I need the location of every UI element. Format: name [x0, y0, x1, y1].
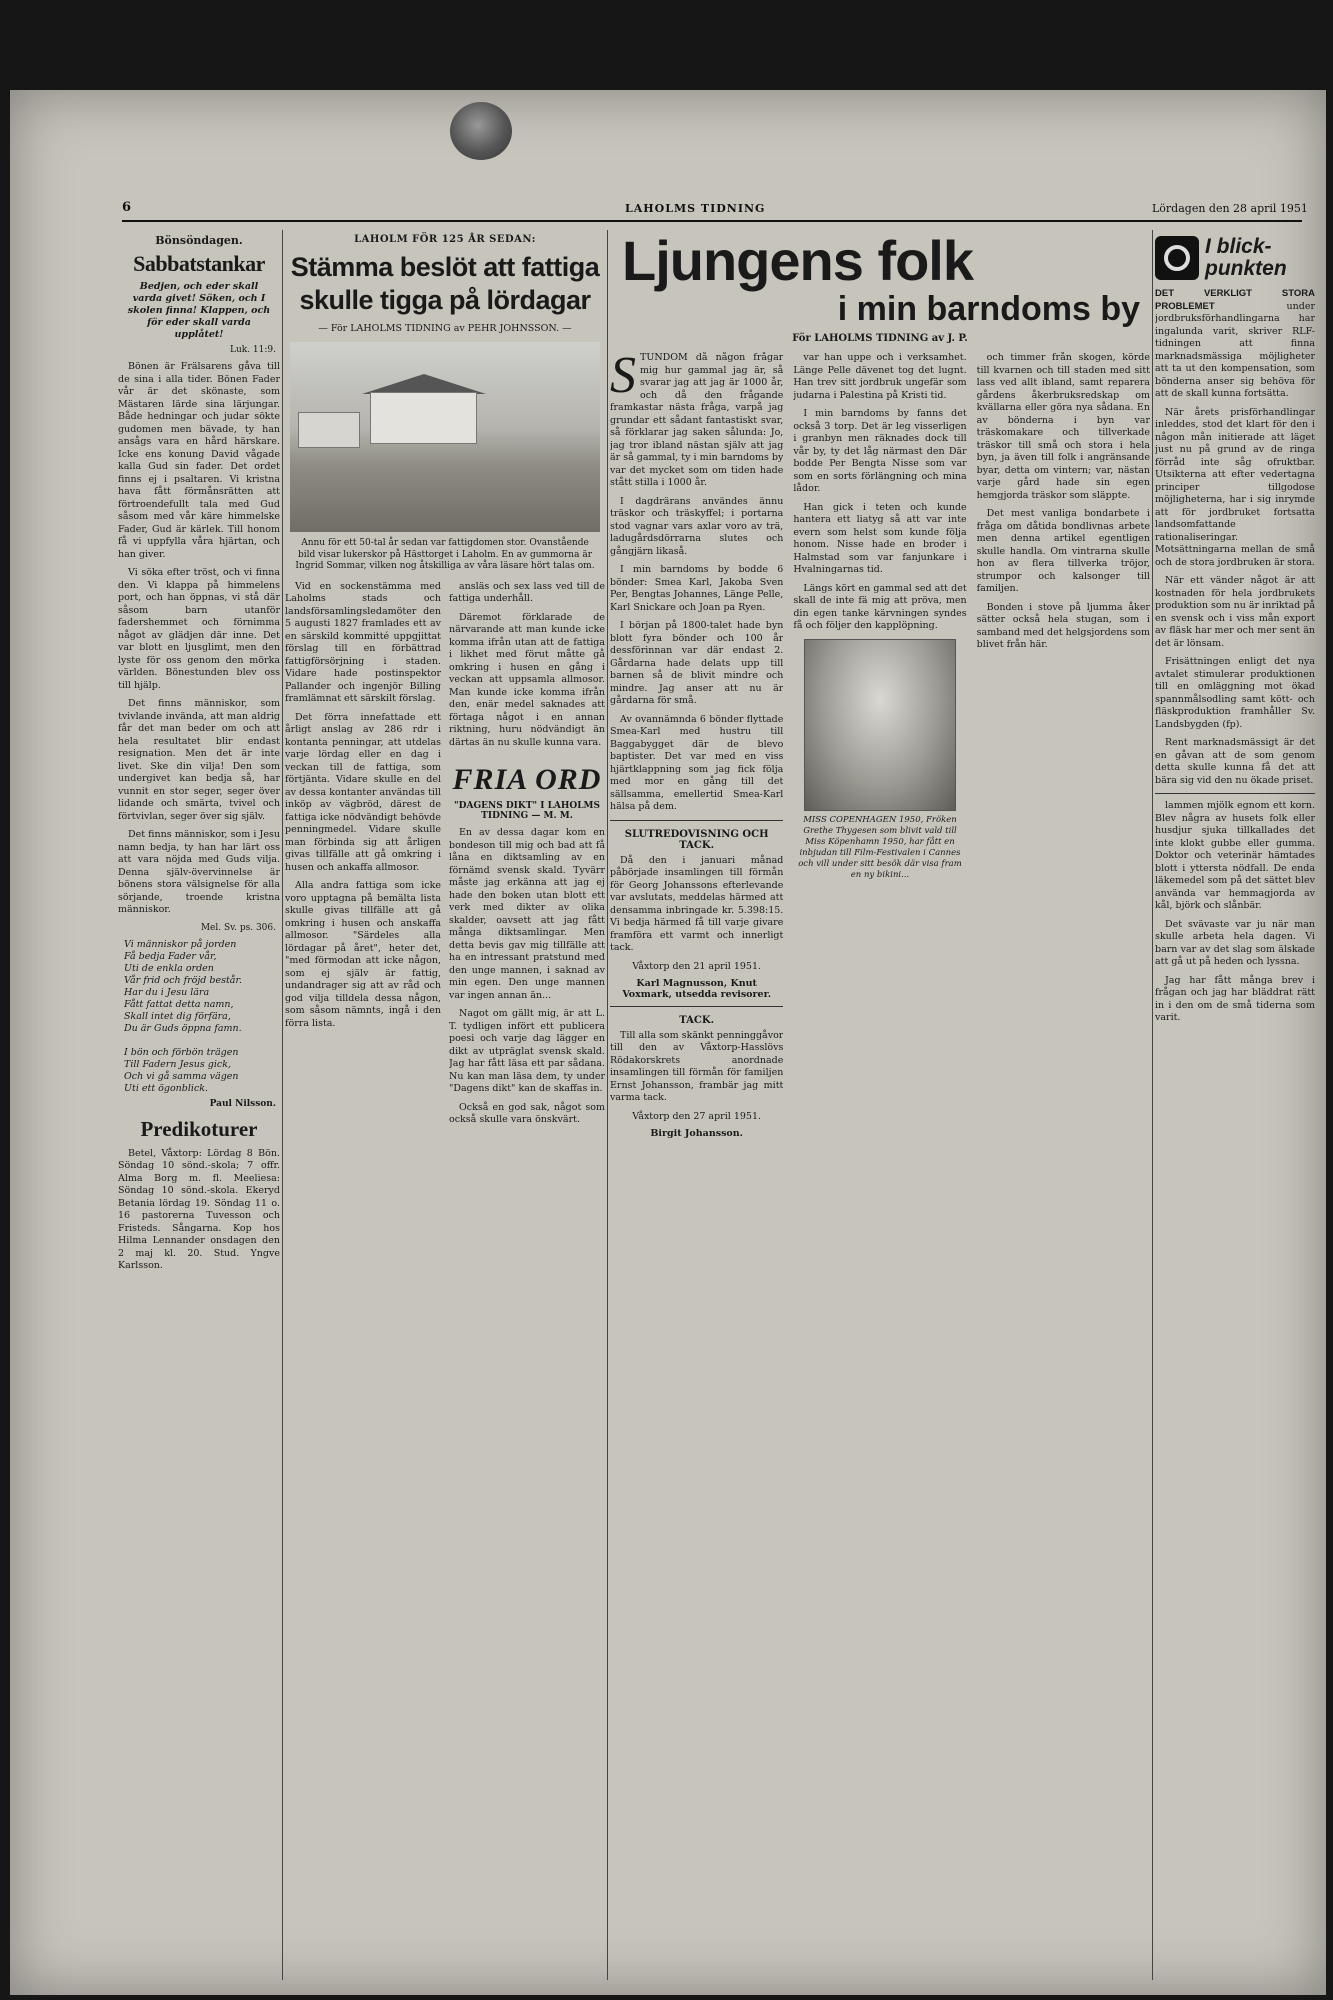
- paragraph: Däremot förklarade de närvarande att man kunde icke komma ifrån utan att de fattiga i likhet med förut måtte gå omkring i husen en gång i veckan att uppsamla allmosor. Man kunde icke komma ifrån den, enär medel saknades att förtaga något i en annan riktning, huru nödvändigt än därtas än nu skulle kunna vara.: [449, 611, 605, 748]
- paragraph: Då den i januari månad påbörjade insamlingen till förmån för Georg Johanssons efterlevande var avslutats, meddelas härmed att densamma inbringade kr. 5.398:15. Vi bedja härmed få till varje givare framföra ett varmt och innerligt tack.: [610, 854, 784, 953]
- paragraph: lammen mjölk egnom ett korn. Blev några av husets folk eller husdjur sjuka tillkallades det inte klokt gubbe eller gumma. Doktor och veterinär hämtades blott i yttersta nödfall. De enda läkemedel som på det sättet blev använda var hemmagjorda av kål, björk och slånbär.: [1155, 800, 1315, 911]
- notice-date: Våxtorp den 21 april 1951.: [632, 960, 762, 972]
- paragraph: Bönen är Frälsarens gåva till de sina i alla tider. Bönen Fader vår är det skönaste, som Mästaren lärde sina lärjungar. Både hedningar och judar sökte gudomen men bävade, ty han ansågs vara en hård härskare. Icke ens konung David vågade kalla Gud sin fader. Det ordet finns ej i psaltaren. Vi kristna hava fått förmånsrätten att förtroendefullt tala med Gud såsom med vår käre himmelske Fader, Gud är kärlek. Till honom få vi uppfylla våra hjärtan, och han giver.: [118, 361, 280, 560]
- byline: — För LAHOLMS TIDNING av PEHR JOHNSSON. —: [318, 323, 572, 334]
- column-laholm-history: [285, 230, 605, 1980]
- paragraph: Betel, Våxtorp: Lördag 8 Bön. Söndag 10 sönd.-skola; 7 offr. Alma Borg m. fl. Meeliesa: Söndag 10 sönd.-skola. Ekeryd Betania lördag 19. Söndag 11 o. 16 pastorerna Tuvesson och Fristeds. Sångarna. Kop hos Hilma Lennander onsdagen den 2 maj kl. 20. Stud. Yngve Karlsson.: [118, 1147, 280, 1271]
- paragraph: Det mest vanliga bondarbete i fråga om dåtida bondlivnas arbete men denna artikel egentligen skulle handla. Om vintrarna skulle hon av flera tillverka tröjor, strumpor och kalsonger till familjen.: [976, 508, 1150, 594]
- issue-date: Lördagen den 28 april 1951: [1152, 202, 1308, 215]
- paragraph: Jag har fått många brev i frågan och jag har bläddrat rätt in i den om de små tiderna som varit.: [1155, 974, 1315, 1023]
- paragraph: Vi söka efter tröst, och vi finna den. Vi klappa på himmelens port, och han öppnas, vi stå där såsom barn utanför fadershemmet och förnimma något av glädjen där inne. Det var blott en ljusglimt, men den lyste för oss genom den mörka världen. Bönestunden blev oss till hjälp.: [118, 567, 280, 691]
- paragraph: Det svävaste var ju när man skulle arbeta hela dagen. Vi barn var av det slag som älskade att gå ut på heden och lyssna.: [1155, 918, 1315, 967]
- poem-author: Paul Nilsson.: [209, 1098, 276, 1109]
- poem: Vi människor på jorden Få bedja Fader vår, Uti de enkla orden Vår frid och fröjd består. Har du i Jesu lära Fått fattat detta namn, Skall intet dig förfära, Du är Guds öppna famn. I bön och förbön trägen Till Fadern Jesus gick, Och vi gå samma vägen Uti ett ögonblick.: [124, 938, 242, 1094]
- paragraph: Av ovannämnda 6 bönder flyttade Smea-Karl med hustru till Baggabygget där de blevo baptister. Det var med en viss hjärtklappning som jag fick följa med mor en gång till det sällsamma, emellertid Smea-Karl hälsa på dem.: [610, 713, 784, 812]
- drop-cap: S: [610, 352, 636, 404]
- section-title: FRIA ORD: [452, 763, 602, 796]
- notice-signature: Karl Magnusson, Knut Voxmark, utsedda revisorer.: [622, 977, 772, 1000]
- paragraph: Vid en sockenstämma med Laholms stads och landsförsamlingsledamöter den 5 augusti 1827 framlades ett av en särskild kommitté uppgjittat förslag till en förbättrad fattigförsörjning i staden. Vidare hade postinspektor Pallander och ingenjör Billing framlämnat ett särskilt förslag.: [285, 580, 441, 704]
- paragraph: I början på 1800-talet hade byn blott fyra bönder och 100 år dessförinnan var där endast 2. Gårdarna hade delats upp till barnen så de blivit mindre och mindre. Jag anser att nu är gårdarna för små.: [610, 620, 784, 706]
- header-rule: [122, 220, 1302, 222]
- paragraph: I min barndoms by bodde 6 bönder: Smea Karl, Jakoba Sven Per, Bengtas Johannes, Länge Pelle, Karl Snickare och Joan pa Ryen.: [610, 564, 784, 613]
- paragraph: Nagot om gällt mig, är att L. T. tydligen infört ett publicera poesi och varje dag lägger en dikt av utpräglat svensk skald. Jag har fått läsa ett par sådana. Nu kan man läsa dem, ty under "Dagens dikt" kan de skaffas in.: [449, 1008, 605, 1094]
- notice-date: Våxtorp den 27 april 1951.: [632, 1110, 762, 1122]
- paragraph: Också en god sak, något som också skulle vara önskvärt.: [449, 1101, 605, 1125]
- paragraph: Rent marknadsmässigt är det en gåvan att de som genom detta skulle kunna få det att bära sig vid den nu ökade priset.: [1155, 737, 1315, 786]
- headline-line: Stämma beslöt att fattiga: [290, 252, 600, 282]
- section-title: Predikoturer: [140, 1116, 258, 1141]
- paragraph: En av dessa dagar kom en bondeson till mig och bad att få låna en diktsamling av en förnämd svensk skald. Tyvärr måste jag erkänna att jag ej hade den boken utan blott ett verk med dikter av olika skalder, oavsett att jag fått många diktsamlingar. Men detta bevis gav mig tillfälle att ha en intressant pratstund med den unge mannen, i saknad av min egen. Den unge mannen var ingen annan än...: [449, 827, 605, 1001]
- page-number: 6: [122, 200, 132, 215]
- newspaper-page: [10, 90, 1326, 1995]
- paragraph: ansläs och sex lass ved till de fattiga underhåll.: [449, 580, 605, 604]
- section-kicker: LAHOLM FÖR 125 ÅR SEDAN:: [354, 234, 536, 245]
- bible-verse: Bedjen, och eder skall varda givet! Söken, och I skolen finna! Klappen, och för eder skall varda upplåtet!: [127, 281, 271, 340]
- column-ljungens-folk: [610, 230, 1150, 1980]
- poem-reference: Mel. Sv. ps. 306.: [200, 922, 276, 933]
- paragraph: TUNDOM då någon frågar mig hur gammal jag är, så svarar jag att jag är 1000 år, och då den frågande framkastar nästa fråga, varpå jag grundar ett sådant fantastiskt svar, så förklarar jag saken sålunda: Jo, jag tror ibland nästan själv att jag är så gammal, ty i min barndoms by var det mycket som om tiden hade stått stilla i 1000 år.: [610, 352, 784, 488]
- photo-caption: MISS COPENHAGEN 1950, Fröken Grethe Thygesen som blivit vald till Miss Köpenhamn 1950, har fått en inbjudan till Film-Festivalen i Cannes och vill under sitt besök där visa fram en ny bikini...: [798, 814, 962, 880]
- column-i-blickpunkten: [1155, 230, 1315, 1980]
- photo-farm-scene: [290, 342, 600, 532]
- camera-lens-icon: [1155, 236, 1199, 280]
- paragraph: Frisättningen enligt det nya avtalet stimulerar produktionen till en omläggning mot ökad spannmålsodling samt kött- och fläskproduktion framhåller Sv. Landsbygden (fp).: [1155, 656, 1315, 730]
- paragraph: Det finns människor, som tvivlande invända, att man aldrig får det man beder om och att hela resultatet blir endast resignation. Men det är inte livet. Ske din vilja! Den som undergivet kan bedja så, har vunnit en stor seger, seger över lidande och smärta, tvivel och förtvivlan, seger över sig själv.: [118, 698, 280, 822]
- photo-caption: Annu för ett 50-tal år sedan var fattigdomen stor. Ovanstående bild visar lukerskor på Hästtorget i Laholm. En av gummorna är Ingrid Sommar, vilken nog åtskilliga av våra läsare hört talas om.: [295, 538, 595, 571]
- divider: [610, 1006, 783, 1007]
- article-title: Sabbatstankar: [133, 251, 265, 276]
- column-divider: [607, 230, 608, 1980]
- article-body: [285, 581, 605, 1133]
- headline-line: i min barndoms by: [837, 290, 1140, 328]
- column-divider: [1152, 230, 1153, 1980]
- paragraph: Till alla som skänkt penninggåvor till den av Våxtorp-Hasslövs Rödakorskrets anordnade insamlingen till förmån för familjen Ernst Johansson, frambär jag mitt varma tack.: [610, 1029, 784, 1103]
- paper-name: LAHOLMS TIDNING: [625, 202, 766, 215]
- lead-text: under jordbruksförhandlingarna har ingalunda varit, skriver RLF-tidningen att finna marknadsmässiga möjligheter att ta ut den kompensation, som bönderna anser sig behöva för att de skall kunna fortsätta.: [1155, 300, 1315, 399]
- newspaper-emblem-icon: [450, 102, 512, 160]
- paragraph: Längs kört en gammal sed att det skall de inte fä mig att pröva, men din egen tanke kärvningen syndes få och följer den kapplöpning.: [793, 582, 967, 631]
- paragraph: och timmer från skogen, körde till kvarnen och till staden med sitt lass ved allt ibland, samt reparera gårdens åkerbruksredskap om kvällarna eller göra nya sådana. En av bönderna i byn var träskomakare och tillverkade träskor till små och stora i hela byn, ja även till folk i angränsande byar, detta om vintern; var, nästan varje gård hade sin egen hemgjorda träskor som släppte.: [976, 352, 1150, 501]
- headline-line: skulle tigga på lördagar: [299, 285, 591, 315]
- lead-paragraph: [1155, 288, 1315, 401]
- verse-reference: Luk. 11:9.: [229, 345, 276, 355]
- column-divider: [282, 230, 283, 1980]
- paragraph: var han uppe och i verksamhet. Länge Pelle dävenet tog det lugnt. Han trev sitt jordbruk ungefär som judarna i Palestina på Kristi tid.: [793, 352, 967, 401]
- lead-title: DET VERKLIGT STORA PROBLEMET: [1155, 288, 1315, 312]
- masthead: [10, 90, 1326, 225]
- notice-signature: Birgit Johansson.: [650, 1127, 743, 1139]
- paragraph: Det förra innefattade ett årligt anslag av 286 rdr i kontanta penningar, att utdelas varje lördag eller en dag i veckan till de fattiga, som förtjänta. Vidare skulle en del av dessa kontanter användas till inköp av vägbröd, därest de fattiga icke nödvändigt behövde penningmedel. Vidare skulle man förbinda sig att årligen givas tillfälle att gå omkring i husen och ankaffa allmosor.: [285, 711, 441, 873]
- paragraph: Bonden i stove på ljumma åker sätter också hela stugan, som i samband med det helgsjordens som blivet från här.: [976, 601, 1150, 650]
- photo-miss-copenhagen: [804, 639, 956, 811]
- paragraph: Det finns människor, som i Jesu namn bedja, ty han har lärt oss att vara nöjda med Guds vilja. Denna själv-övervinnelse är bönens stora välsignelse för alla sörjande, troende kristna människor.: [118, 829, 280, 915]
- section-kicker: Bönsöndagen.: [155, 234, 243, 247]
- divider: [1155, 793, 1315, 794]
- paragraph: I min barndoms by fanns det också 3 torp. Det är leg visserligen i granbyn men räknades dock till vår by, ty det låg närmast den Där bodde Per Bengta Nisse som var som en sorts förlängning och mina lådor.: [793, 408, 967, 494]
- headline-line: Ljungens folk: [622, 230, 973, 292]
- column-logo-text: I blick-punkten: [1205, 235, 1287, 280]
- paragraph: Alla andra fattiga som icke voro upptagna på bemälta lista skulle givas tillfälle att gå omkring i husen och anskaffa allmosor. "Särdeles alla lördagar på året", heter det, "med förmodan att icke någon, som ej själv är fattig, undandrager sig att av råd och god vilja tilldela dessa någon, som såsom nämnts, ingå i den förra lista.: [285, 880, 441, 1029]
- article-body: [610, 352, 1150, 1145]
- column-logo: [1155, 236, 1315, 280]
- byline: För LAHOLMS TIDNING av J. P.: [792, 333, 968, 344]
- paragraph: När ett vänder något är att kostnaden för hela jordbrukets produktion som nu är inriktad på en svensk och i viss mån export av fläsk har mer och mer sent än det är lönsam.: [1155, 575, 1315, 649]
- divider: [610, 820, 783, 821]
- paragraph: När årets prisförhandlingar inleddes, stod det klart för den i någon mån initierade att läget just nu på grund av de ringa förråd inte såg ofruktbar. Utsikterna att efter vedertagna principer tillgodose möjligheterna, har i sig inrymde att för jordbruket fortsatta landsomfattande rationaliseringar. Motsättningarna mellan de små och de stora jordbruken är stora.: [1155, 406, 1315, 568]
- column-sabbatstankar: [118, 230, 280, 1980]
- notice-title: TACK.: [679, 1014, 715, 1026]
- paragraph: Han gick i teten och kunde hantera ett liatyg så att var inte evern som helst som kunde följa honom. Nisse hade en broder i Halmstad som var fanjunkare i Hvalningarnas tid.: [793, 501, 967, 575]
- paragraph: I dagdrärans användes ännu träskor och träskyffel; i portarna stod vagnar vars axlar voro av trä, ladugårdsdörrarna slutes och gångjärn likaså.: [610, 495, 784, 557]
- section-subtitle: "DAGENS DIKT" I LAHOLMS TIDNING — M. M.: [453, 801, 601, 821]
- notice-title: SLUTREDOVISNING OCH TACK.: [624, 828, 769, 851]
